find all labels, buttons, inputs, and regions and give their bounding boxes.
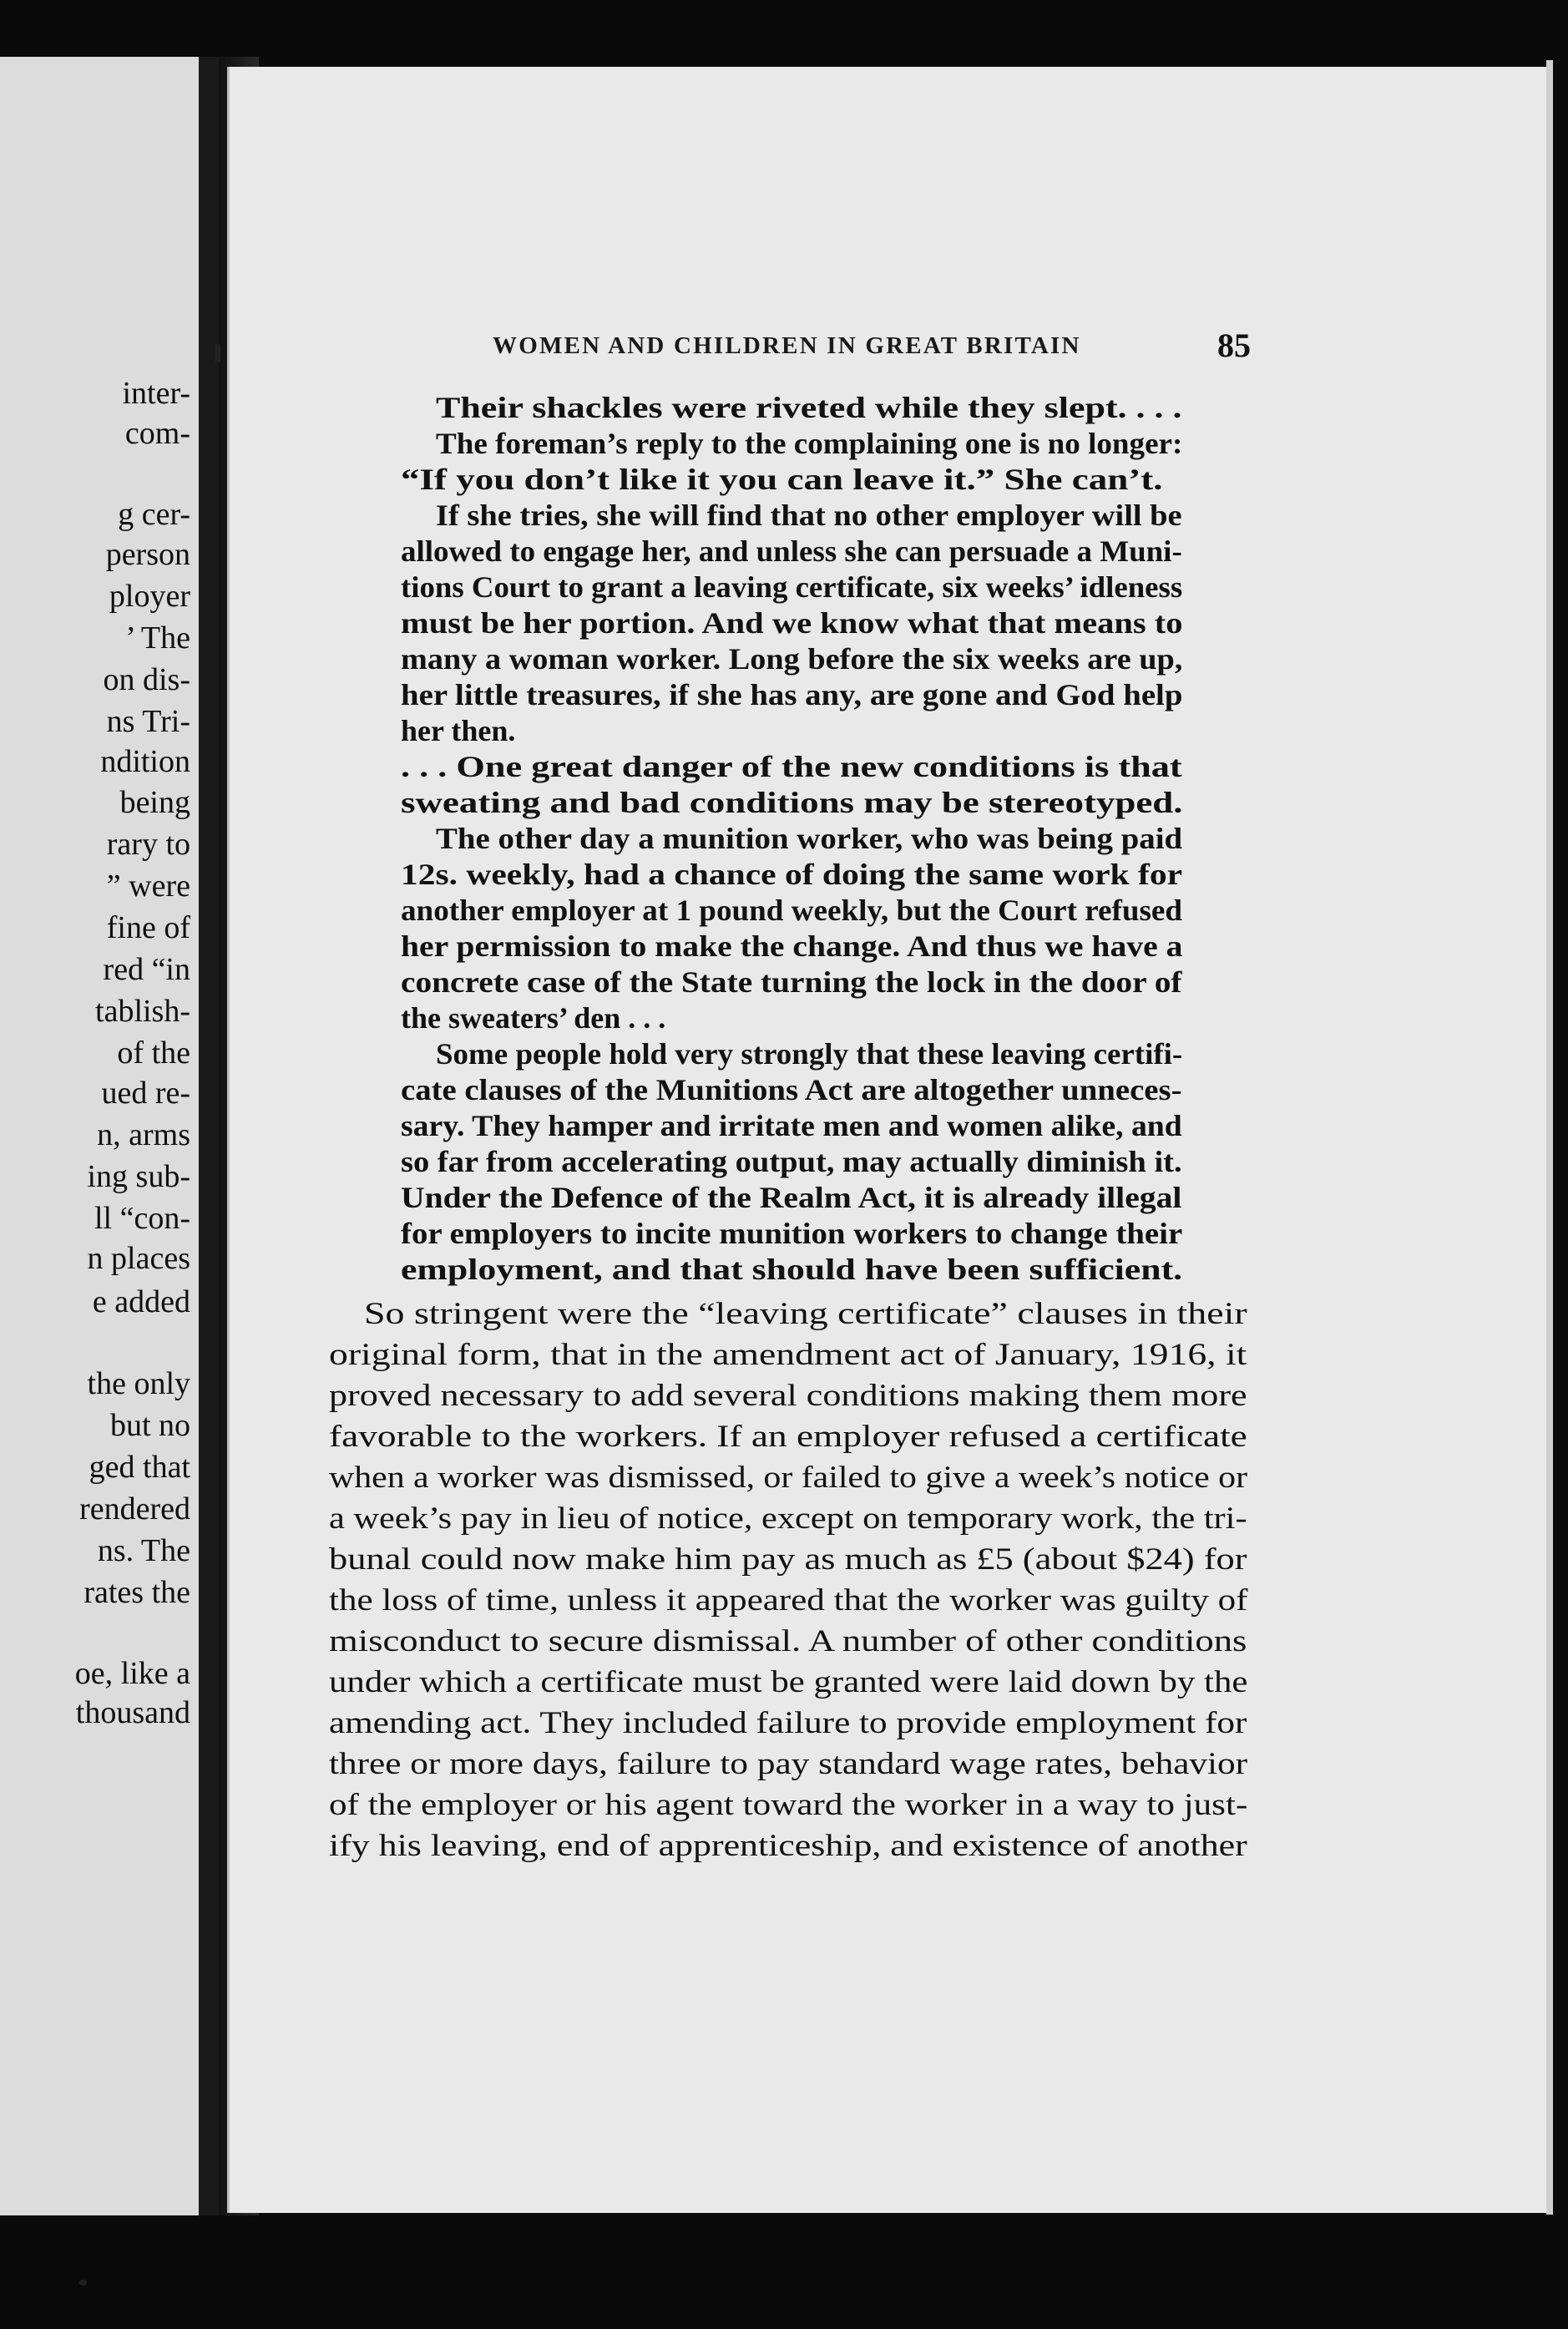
body-line: bunal could now make him pay as much as £5 (about $24) for [329,1542,1247,1577]
quote-line: Some people hold very strongly that these leaving certifi- [436,1037,1183,1071]
left-page-line: n, arms [97,1117,190,1152]
body-line: three or more days, failure to pay standard wage rates, behavior [329,1747,1248,1781]
body-line: favorable to the workers. If an employer refused a certificate [329,1420,1247,1454]
quote-line: concrete case of the State turning the lock in the door of [401,965,1182,999]
left-page-line: red “in [103,952,190,987]
quote-line: another employer at 1 pound weekly, but the Court refused [401,894,1183,927]
left-page-line: n places [87,1241,190,1276]
left-page-line: rendered [79,1491,190,1527]
left-page-line: ns Tri- [106,704,190,739]
previous-page [0,57,199,2215]
quote-line: her permission to make the change. And thus we have a [401,929,1183,963]
scan-speck [79,2280,87,2286]
quote-line: Under the Defence of the Realm Act, it is already illegal [401,1181,1182,1214]
body-line: under which a certificate must be granted were laid down by the [329,1665,1248,1699]
body-line: of the employer or his agent toward the worker in a way to just- [329,1788,1248,1822]
left-page-line: e added [92,1284,190,1319]
left-page-line: ’ The [125,620,190,656]
body-line: original form, that in the amendment act of January, 1916, it [329,1338,1247,1372]
body-line: So stringent were the “leaving certificate” clauses in their [364,1297,1247,1331]
left-page-line: oe, like a [74,1656,190,1691]
quote-line: “If you don’t like it you can leave it.” She can’t. [401,463,1163,496]
quote-line: the sweaters’ den . . . [401,1001,666,1035]
left-page-line: inter- [122,376,190,411]
body-line: a week’s pay in lieu of notice, except on temporary work, the tri- [329,1501,1247,1536]
left-page-line: ing sub- [87,1159,190,1194]
body-line: misconduct to secure dismissal. A number of other conditions [329,1624,1247,1658]
quote-line: cate clauses of the Munitions Act are altogether unneces- [401,1073,1182,1106]
running-head: WOMEN AND CHILDREN IN GREAT BRITAIN [493,332,1081,359]
quote-line: her little treasures, if she has any, are gone and God help [401,678,1183,711]
body-line: ify his leaving, end of apprenticeship, and existence of another [329,1829,1247,1863]
page-edge [1546,60,1553,2215]
left-page-line: g cer- [118,497,190,532]
quote-line: must be her portion. And we know what that means to [401,606,1183,640]
left-page-line: rary to [106,827,190,862]
left-page-line: thousand [75,1695,190,1730]
quote-line: so far from accelerating output, may actually diminish it. [401,1145,1182,1178]
body-line: proved necessary to add several conditions making them more [329,1379,1247,1413]
left-page-line: rates the [83,1575,190,1610]
page-number: 85 [1217,327,1251,364]
left-page-line: ued re- [101,1076,190,1111]
body-line: the loss of time, unless it appeared that the worker was guilty of [329,1583,1248,1618]
left-page-line: person [105,537,190,572]
scan-speck [215,344,220,362]
left-page-line: ndition [100,744,190,779]
left-page-line: ployer [109,579,190,614]
body-line: when a worker was dismissed, or failed to give a week’s notice or [329,1461,1248,1495]
quote-line: tions Court to grant a leaving certificate, six weeks’ idleness [401,570,1183,604]
left-page-line: of the [117,1035,190,1071]
left-page-line: the only [87,1366,190,1401]
quote-line: If she tries, she will find that no other employer will be [436,499,1182,532]
quote-line: The other day a munition worker, who was being paid [436,822,1183,855]
left-page-line: ged that [89,1450,190,1485]
quote-line: . . . One great danger of the new conditions is that [401,750,1182,783]
left-page-line: but no [109,1408,190,1443]
quote-line: for employers to incite munition workers to change their [401,1217,1183,1250]
left-page-line: being [119,785,190,820]
quote-line: sweating and bad conditions may be stereotyped. [401,786,1183,819]
left-page-line: fine of [106,910,190,945]
left-page-line: on dis- [103,662,190,697]
left-page-line: ns. The [97,1533,190,1568]
quote-line: Their shackles were riveted while they slept. . . . [436,391,1182,424]
quote-line: 12s. weekly, had a chance of doing the same work for [401,858,1182,891]
body-line: amending act. They included failure to provide employment for [329,1706,1247,1740]
quote-line: many a woman worker. Long before the six weeks are up, [401,642,1183,676]
left-page-line: com- [124,416,190,451]
quote-line: employment, and that should have been sufficient. [401,1253,1183,1286]
quote-line: sary. They hamper and irritate men and women alike, and [401,1109,1182,1142]
left-page-line: tablish- [95,994,190,1029]
left-page-line: ll “con- [94,1201,190,1236]
quote-line: her then. [401,714,516,747]
left-page-line: ” were [106,868,190,904]
quote-line: allowed to engage her, and unless she can persuade a Muni- [401,534,1182,568]
quote-line: The foreman’s reply to the complaining one is no longer: [436,427,1183,460]
